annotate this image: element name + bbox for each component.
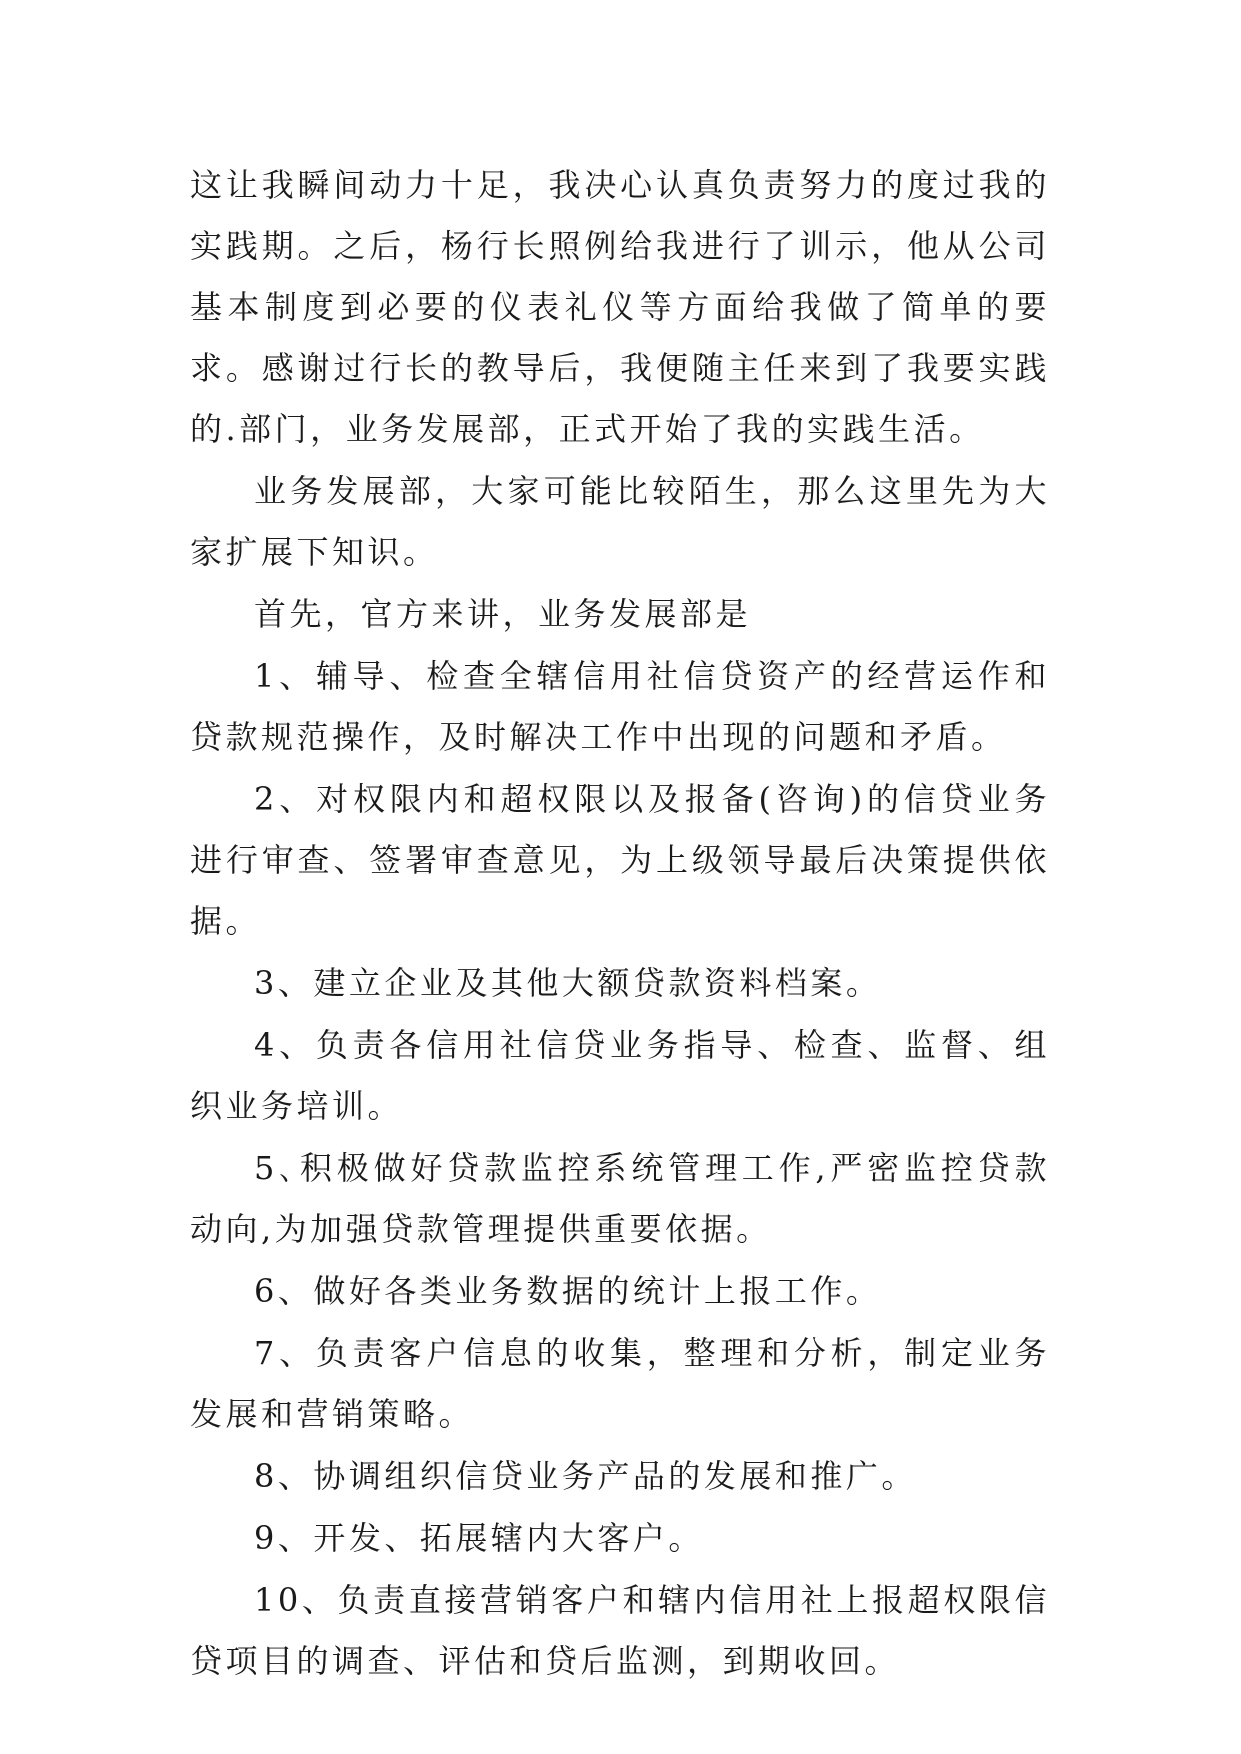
paragraph-continuation: 这让我瞬间动力十足，我决心认真负责努力的度过我的实践期。之后，杨行长照例给我进行了训示，他从公司基本制度到必要的仪表礼仪等方面给我做了简单的要求。感谢过行长的教导后，我便随主任来到了我要实践的.部门，业务发展部，正式开始了我的实践生活。 xyxy=(190,166,1050,448)
list-item-6: 6、做好各类业务数据的统计上报工作。 xyxy=(254,1272,882,1310)
list-item-1: 1、辅导、检查全辖信用社信贷资产的经营运作和贷款规范操作，及时解决工作中出现的问题和矛盾。 xyxy=(190,657,1050,756)
paragraph-intro: 业务发展部，大家可能比较陌生，那么这里先为大家扩展下知识。 xyxy=(190,472,1050,571)
list-item-8: 8、协调组织信贷业务产品的发展和推广。 xyxy=(254,1457,917,1495)
list-item-9: 9、开发、拓展辖内大客户。 xyxy=(254,1519,704,1557)
list-item-5: 5､积极做好贷款监控系统管理工作,严密监控贷款动向,为加强贷款管理提供重要依据。 xyxy=(190,1149,1050,1248)
paragraph-official-definition: 首先，官方来讲，业务发展部是 xyxy=(254,595,752,633)
list-item-7: 7、负责客户信息的收集，整理和分析，制定业务发展和营销策略。 xyxy=(190,1334,1050,1433)
list-item-3: 3、建立企业及其他大额贷款资料档案。 xyxy=(254,964,882,1002)
list-item-4: 4、负责各信用社信贷业务指导、检查、监督、组织业务培训。 xyxy=(190,1026,1050,1125)
list-item-2: 2、对权限内和超权限以及报备(咨询)的信贷业务进行审查、签署审查意见，为上级领导最后决策提供依据。 xyxy=(190,780,1050,940)
list-item-10: 10、负责直接营销客户和辖内信用社上报超权限信贷项目的调查、评估和贷后监测，到期收回。 xyxy=(190,1581,1050,1680)
document-body xyxy=(190,155,1050,1693)
